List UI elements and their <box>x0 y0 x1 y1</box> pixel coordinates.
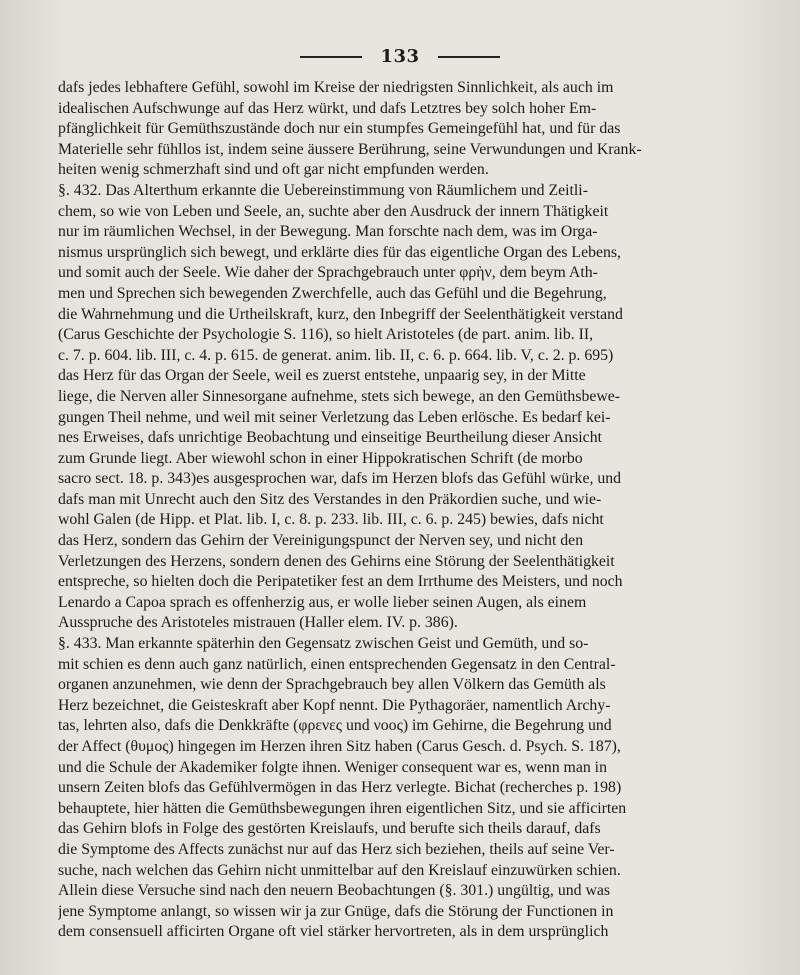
text-line: sacro sect. 18. p. 343)es ausgesprochen war, dafs im Herzen blofs das Gefühl würke, und <box>58 470 622 488</box>
text-line: behauptete, hier hätten die Gemüthsbewegungen ihren eigentlichen Sitz, und sie afficirten <box>58 799 627 817</box>
text-line: das Herz für das Organ der Seele, weil es zuerst entstehe, unpaarig sey, in der Mitte <box>58 367 586 385</box>
text-line: Herz bezeichnet, die Geisteskraft aber Kopf nennt. Die Pythagoräer, namentlich Archy- <box>58 696 611 714</box>
text-line: idealischen Aufschwunge auf das Herz würkt, und dafs Letztres bey solch hoher Em- <box>58 99 597 117</box>
text-line: Allein diese Versuche sind nach den neuern Beobachtungen (§. 301.) ungültig, und was <box>58 882 611 900</box>
page-header <box>0 46 800 67</box>
text-line: tas, lehrten also, dafs die Denkkräfte (φρενες und νοος) im Gehirne, die Begehrung und <box>58 717 612 735</box>
text-line: das Herz, sondern das Gehirn der Vereinigungspunct der Nerven sey, und nicht den <box>58 532 584 550</box>
text-line: mit schien es denn auch ganz natürlich, einen entsprechenden Gegensatz in den Central- <box>58 655 616 673</box>
text-line: unsern Zeiten blofs das Gefühlvermögen in das Herz verlegte. Bichat (recherches p. 198) <box>58 779 622 797</box>
text-line: §. 433. Man erkannte späterhin den Gegensatz zwischen Geist und Gemüth, und so- <box>58 635 589 653</box>
text-line: das Gehirn blofs in Folge des gestörten Kreislaufs, und berufte sich theils darauf, dafs <box>58 820 601 838</box>
text-line: die Wahrnehmung und die Urtheilskraft, kurz, den Inbegriff der Seelenthätigkeit verstand <box>58 305 623 323</box>
text-line: §. 432. Das Alterthum erkannte die Uebereinstimmung von Räumlichem und Zeitli- <box>58 181 588 199</box>
text-line: chem, so wie von Leben und Seele, an, suchte aber den Ausdruck der innern Thätigkeit <box>58 202 609 220</box>
text-line: entspreche, so hielten doch die Peripatetiker fest an dem Irrthume des Meisters, und noch <box>58 573 623 591</box>
text-line: nes Erweises, dafs unrichtige Beobachtung und einseitige Beurtheilung dieser Ansicht <box>58 429 602 447</box>
text-line: gungen Theil nehme, und weil mit seiner Verletzung das Leben erlösche. Es bedarf kei- <box>58 408 611 426</box>
text-line: zum Grunde liegt. Aber wiewohl schon in einer Hippokratischen Schrift (de morbo <box>58 449 583 467</box>
page-number: 133 <box>380 46 420 67</box>
text-line: Ausspruche des Aristoteles mistrauen (Haller elem. IV. p. 386). <box>58 614 458 632</box>
text-line: dem consensuell afficirten Organe oft viel stärker hervortreten, als in dem ursprünglich <box>58 923 609 941</box>
text-line: suche, nach welchen das Gehirn nicht unmittelbar auf den Kreislauf einzuwürken schien. <box>58 861 621 879</box>
text-line: pfänglichkeit für Gemüthszustände doch nur ein stumpfes Gemeingefühl hat, und für das <box>58 120 621 138</box>
text-line: Lenardo a Capoa sprach es offenherzig aus, er wolle lieber seinen Augen, als einem <box>58 593 587 611</box>
text-line: dafs jedes lebhaftere Gefühl, sowohl im Kreise der niedrigsten Sinnlichkeit, als auch im <box>58 79 614 96</box>
text-line: der Affect (θυμος) hingegen im Herzen ihren Sitz haben (Carus Gesch. d. Psych. S. 187), <box>58 738 621 755</box>
text-line: liege, die Nerven aller Sinnesorgane aufnehme, stets sich bewege, an den Gemüthsbewe- <box>58 387 621 405</box>
text-line: men und Sprechen sich bewegenden Zwerchfelle, auch das Gefühl und die Begehrung, <box>58 284 607 302</box>
text-line: jene Symptome anlangt, so wissen wir ja zur Gnüge, dafs die Störung der Functionen in <box>58 902 614 920</box>
text-line: nismus ursprünglich sich bewegt, und erklärte dies für das eigentliche Organ des Lebens, <box>58 243 621 261</box>
text-line: heiten wenig schmerzhaft sind und oft gar nicht empfunden werden. <box>58 161 489 179</box>
text-line: und somit auch der Seele. Wie daher der Sprachgebrauch unter φρὴν, dem beym Ath- <box>58 264 598 282</box>
body-text <box>58 78 738 943</box>
text-line: Verletzungen des Herzens, sondern denen des Gehirns eine Störung der Seelenthätigkeit <box>58 552 615 570</box>
text-line: dafs man mit Unrecht auch den Sitz des Verstandes in den Präkordien suche, und wie- <box>58 490 602 508</box>
header-rule-left <box>300 56 362 58</box>
text-line: wohl Galen (de Hipp. et Plat. lib. I, c. 8. p. 233. lib. III, c. 6. p. 245) bewies, dafs nicht <box>58 511 604 529</box>
text-line: c. 7. p. 604. lib. III, c. 4. p. 615. de generat. anim. lib. II, c. 6. p. 664. lib. V, c. 2. p. 695) <box>58 346 614 364</box>
text-line: die Symptome des Affects zunächst nur auf das Herz sich beziehen, theils auf seine Ver- <box>58 840 615 858</box>
text-line: Materielle sehr fühllos ist, indem seine äussere Berührung, seine Verwundungen und Krank- <box>58 140 642 158</box>
text-line: und die Schule der Akademiker folgte ihnen. Weniger consequent war es, wenn man in <box>58 758 607 776</box>
text-line: nur im räumlichen Wechsel, in der Bewegung. Man forschte nach dem, was im Orga- <box>58 223 598 241</box>
text-line: organen anzunehmen, wie denn der Sprachgebrauch bey allen Völkern das Gemüth als <box>58 676 606 694</box>
header-rule-right <box>438 56 500 58</box>
text-line: (Carus Geschichte der Psychologie S. 116), so hielt Aristoteles (de part. anim. lib. II, <box>58 326 594 344</box>
